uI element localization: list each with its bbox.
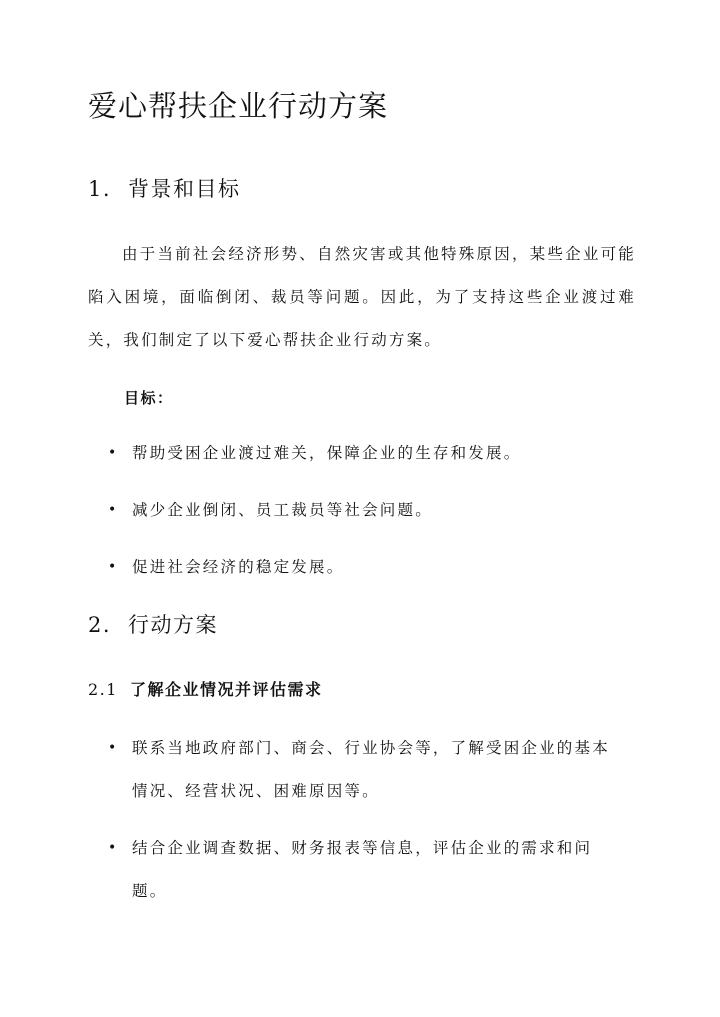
bullet-dot-icon: •: [108, 740, 119, 756]
bullet-dot-icon: •: [108, 840, 119, 856]
section-1-title: 背景和目标: [128, 177, 241, 201]
document-title: 爱心帮扶企业行动方案: [88, 89, 389, 123]
list-item: [108, 827, 622, 913]
list-item-text: 减少企业倒闭、员工裁员等社会问题。: [132, 501, 433, 519]
list-item: [108, 432, 628, 475]
background-paragraph: 由于当前社会经济形势、自然灾害或其他特殊原因，某些企业可能陷入困境，面临倒闭、裁员等问题。因此，为了支持这些企业渡过难关，我们制定了以下爱心帮扶企业行动方案。: [88, 245, 636, 349]
subsection-2-1-title: 了解企业情况并评估需求: [130, 680, 323, 699]
section-2-title: 行动方案: [128, 613, 218, 637]
section-2-number: 2.: [88, 613, 112, 637]
goals-label: 目标：: [124, 389, 174, 407]
bullet-dot-icon: •: [108, 502, 119, 518]
list-item: [108, 546, 628, 589]
subsection-2-1-heading: [88, 678, 323, 702]
section-2-heading: [88, 610, 218, 640]
list-item-text: 促进社会经济的稳定发展。: [132, 558, 345, 576]
section-1-heading: [88, 174, 241, 204]
list-item: [108, 727, 622, 813]
subsection-2-1-number: 2.1: [88, 680, 118, 699]
list-item-text: 联系当地政府部门、商会、行业协会等，了解受困企业的基本情况、经营状况、困难原因等。: [132, 739, 610, 800]
list-item-text: 结合企业调查数据、财务报表等信息，评估企业的需求和问题。: [132, 839, 593, 900]
section-1-number: 1.: [88, 177, 112, 201]
list-item: [108, 489, 628, 532]
list-item-text: 帮助受困企业渡过难关，保障企业的生存和发展。: [132, 444, 522, 462]
bullet-dot-icon: •: [108, 445, 119, 461]
bullet-dot-icon: •: [108, 559, 119, 575]
